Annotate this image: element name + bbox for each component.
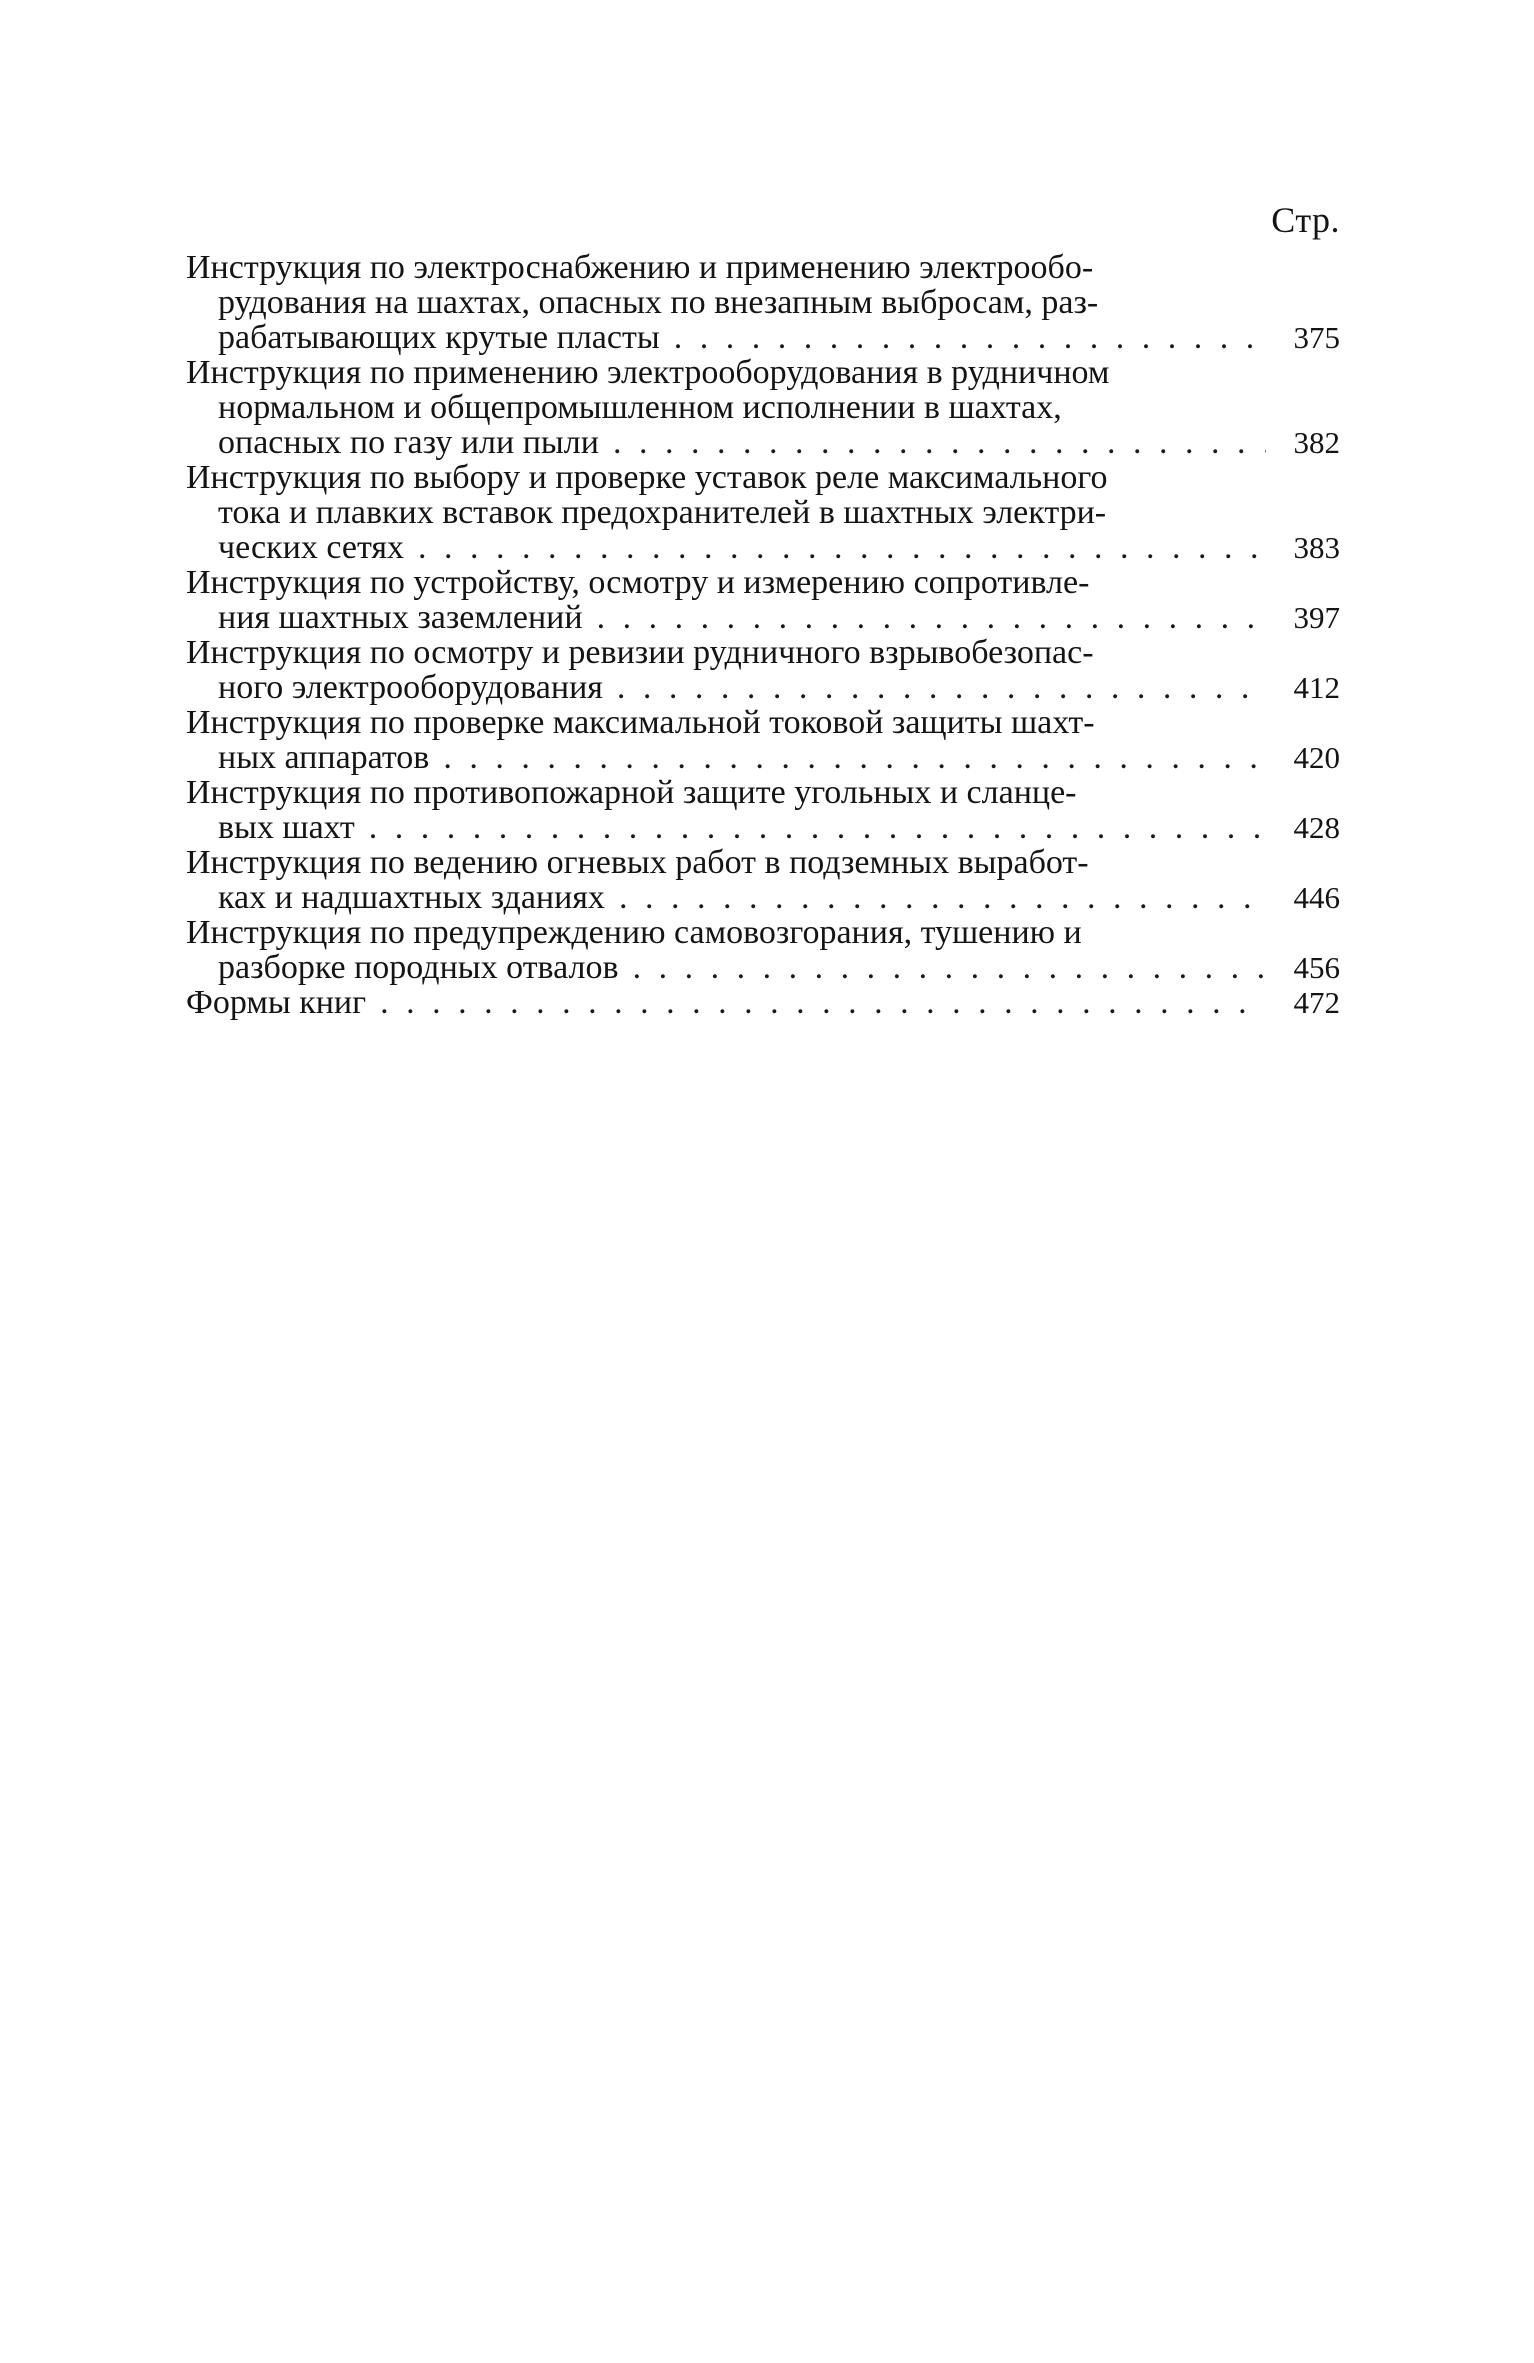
dot-leader (443, 740, 1266, 775)
toc-entry (186, 775, 1340, 845)
dot-leader (369, 810, 1266, 845)
toc-entry-line: ческих сетях (218, 529, 404, 566)
toc-entry-line: Инструкция по устройству, осмотру и измерению сопротивле- (186, 564, 1090, 601)
toc-entry (186, 565, 1340, 635)
page-number: 412 (1293, 670, 1340, 705)
dot-leader (633, 950, 1266, 985)
page-number: 428 (1293, 810, 1340, 845)
toc-entry-last-line (186, 530, 1340, 565)
dot-leader (613, 425, 1266, 460)
toc-entry-line: рабатывающих крутые пласты (218, 319, 660, 356)
toc-entry-line: рудования на шахтах, опасных по внезапным выбросам, раз- (218, 284, 1099, 321)
toc-entry-line: Инструкция по ведению огневых работ в подземных выработ- (186, 844, 1089, 881)
page-number: 420 (1293, 740, 1340, 775)
toc-entry-line: тока и плавких вставок предохранителей в шахтных электри- (218, 494, 1107, 531)
toc-entry-line: Инструкция по электроснабжению и применению электрообо- (186, 249, 1094, 286)
page-number: 446 (1293, 880, 1340, 915)
dot-leader (674, 320, 1266, 355)
table-of-contents (186, 200, 1340, 1020)
toc-entry-line: ках и надшахтных зданиях (218, 879, 605, 916)
dot-leader (418, 530, 1266, 565)
toc-entry-line: разборке породных отвалов (218, 949, 619, 986)
page-column-header: Стр. (1271, 200, 1340, 240)
toc-entry-last-line (186, 880, 1340, 915)
toc-entry-line: Инструкция по проверке максимальной токовой защиты шахт- (186, 704, 1095, 741)
toc-entry (186, 355, 1340, 460)
dot-leader (597, 600, 1266, 635)
toc-entry-line: нормальном и общепромышленном исполнении в шахтах, (218, 389, 1062, 426)
toc-entry-line: опасных по газу или пыли (218, 424, 599, 461)
toc-entry-line: ного электрооборудования (218, 669, 603, 706)
toc-entry-last-line (186, 600, 1340, 635)
toc-entry (186, 250, 1340, 355)
toc-entry-line: Инструкция по применению электрооборудования в рудничном (186, 354, 1110, 391)
toc-entry (186, 460, 1340, 565)
toc-entry-line: Инструкция по выбору и проверке уставок реле максимального (186, 459, 1108, 496)
toc-entry-last-line (186, 320, 1340, 355)
toc-entry (186, 985, 1340, 1020)
toc-entry-last-line (186, 670, 1340, 705)
toc-entry-line: вых шахт (218, 809, 355, 846)
toc-entry-last-line (186, 425, 1340, 460)
toc-entry-last-line (186, 740, 1340, 775)
toc-entry (186, 705, 1340, 775)
toc-entry-line: ных аппаратов (218, 739, 430, 776)
dot-leader (617, 670, 1266, 705)
page-number: 472 (1293, 985, 1340, 1020)
toc-entry (186, 635, 1340, 705)
toc-entry-line: Инструкция по осмотру и ревизии рудничного взрывобезопас- (186, 634, 1094, 671)
page-number: 382 (1293, 425, 1340, 460)
toc-entry-last-line (186, 950, 1340, 985)
dot-leader (380, 985, 1266, 1020)
toc-entry-last-line (186, 810, 1340, 845)
toc-entry (186, 845, 1340, 915)
toc-entry-line: Инструкция по противопожарной защите угольных и сланце- (186, 774, 1077, 811)
toc-entry-line: ния шахтных заземлений (218, 599, 583, 636)
page-number: 375 (1293, 320, 1340, 355)
toc-entry-line: Формы книг (186, 984, 367, 1021)
toc-entries (186, 250, 1340, 1020)
page-number: 383 (1293, 530, 1340, 565)
toc-entry (186, 915, 1340, 985)
page-number: 397 (1293, 600, 1340, 635)
dot-leader (619, 880, 1266, 915)
toc-entry-line: Инструкция по предупреждению самовозгорания, тушению и (186, 914, 1082, 951)
page-number: 456 (1293, 950, 1340, 985)
toc-entry-last-line (186, 985, 1340, 1020)
